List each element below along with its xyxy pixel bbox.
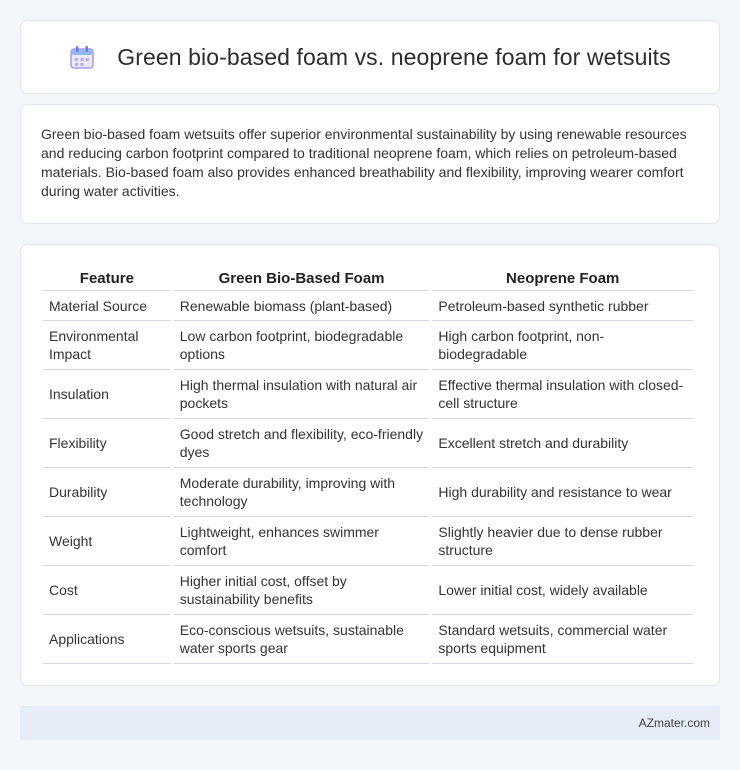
table-row — [43, 468, 693, 517]
row-feature: Applications — [43, 615, 171, 664]
table-row — [43, 566, 693, 615]
table-row — [43, 370, 693, 419]
summary-text: Green bio-based foam wetsuits offer superior environmental sustainability by using renewable resources and reducing carbon footprint compared to traditional neoprene foam, which relies on petroleum-based materials. Bio-based foam also provides enhanced breathability and flexibility, improving wearer comfort during water activities. — [41, 126, 687, 199]
footer-brand-link[interactable]: AZmater.com — [638, 716, 710, 730]
calendar-icon — [69, 44, 95, 70]
page-title: Green bio-based foam vs. neoprene foam for wetsuits — [117, 43, 671, 70]
row-neoprene-value: Excellent stretch and durability — [432, 419, 693, 468]
summary-card — [20, 104, 720, 224]
table-row — [43, 517, 693, 566]
comparison-table-card — [20, 244, 720, 686]
row-bio-value: Low carbon footprint, biodegradable options — [174, 321, 430, 370]
header-bio-foam: Green Bio-Based Foam — [174, 265, 430, 291]
row-neoprene-value: High durability and resistance to wear — [432, 468, 693, 517]
table-row — [43, 419, 693, 468]
comparison-table — [40, 265, 696, 664]
row-neoprene-value: Lower initial cost, widely available — [432, 566, 693, 615]
table-row — [43, 615, 693, 664]
row-feature: Durability — [43, 468, 171, 517]
footer-bar — [20, 706, 720, 740]
row-bio-value: High thermal insulation with natural air pockets — [174, 370, 430, 419]
table-row — [43, 291, 693, 321]
row-feature: Weight — [43, 517, 171, 566]
row-feature: Cost — [43, 566, 171, 615]
header-feature: Feature — [43, 265, 171, 291]
row-neoprene-value: High carbon footprint, non-biodegradable — [432, 321, 693, 370]
row-feature: Environmental Impact — [43, 321, 171, 370]
row-bio-value: Higher initial cost, offset by sustainability benefits — [174, 566, 430, 615]
table-row — [43, 321, 693, 370]
row-neoprene-value: Petroleum-based synthetic rubber — [432, 291, 693, 321]
row-bio-value: Moderate durability, improving with technology — [174, 468, 430, 517]
row-feature: Flexibility — [43, 419, 171, 468]
row-bio-value: Lightweight, enhances swimmer comfort — [174, 517, 430, 566]
row-neoprene-value: Effective thermal insulation with closed-cell structure — [432, 370, 693, 419]
row-bio-value: Good stretch and flexibility, eco-friendly dyes — [174, 419, 430, 468]
row-bio-value: Renewable biomass (plant-based) — [174, 291, 430, 321]
row-bio-value: Eco-conscious wetsuits, sustainable water sports gear — [174, 615, 430, 664]
row-neoprene-value: Slightly heavier due to dense rubber structure — [432, 517, 693, 566]
table-header-row — [43, 265, 693, 291]
row-neoprene-value: Standard wetsuits, commercial water sports equipment — [432, 615, 693, 664]
title-card — [20, 20, 720, 94]
header-neoprene: Neoprene Foam — [432, 265, 693, 291]
row-feature: Insulation — [43, 370, 171, 419]
row-feature: Material Source — [43, 291, 171, 321]
